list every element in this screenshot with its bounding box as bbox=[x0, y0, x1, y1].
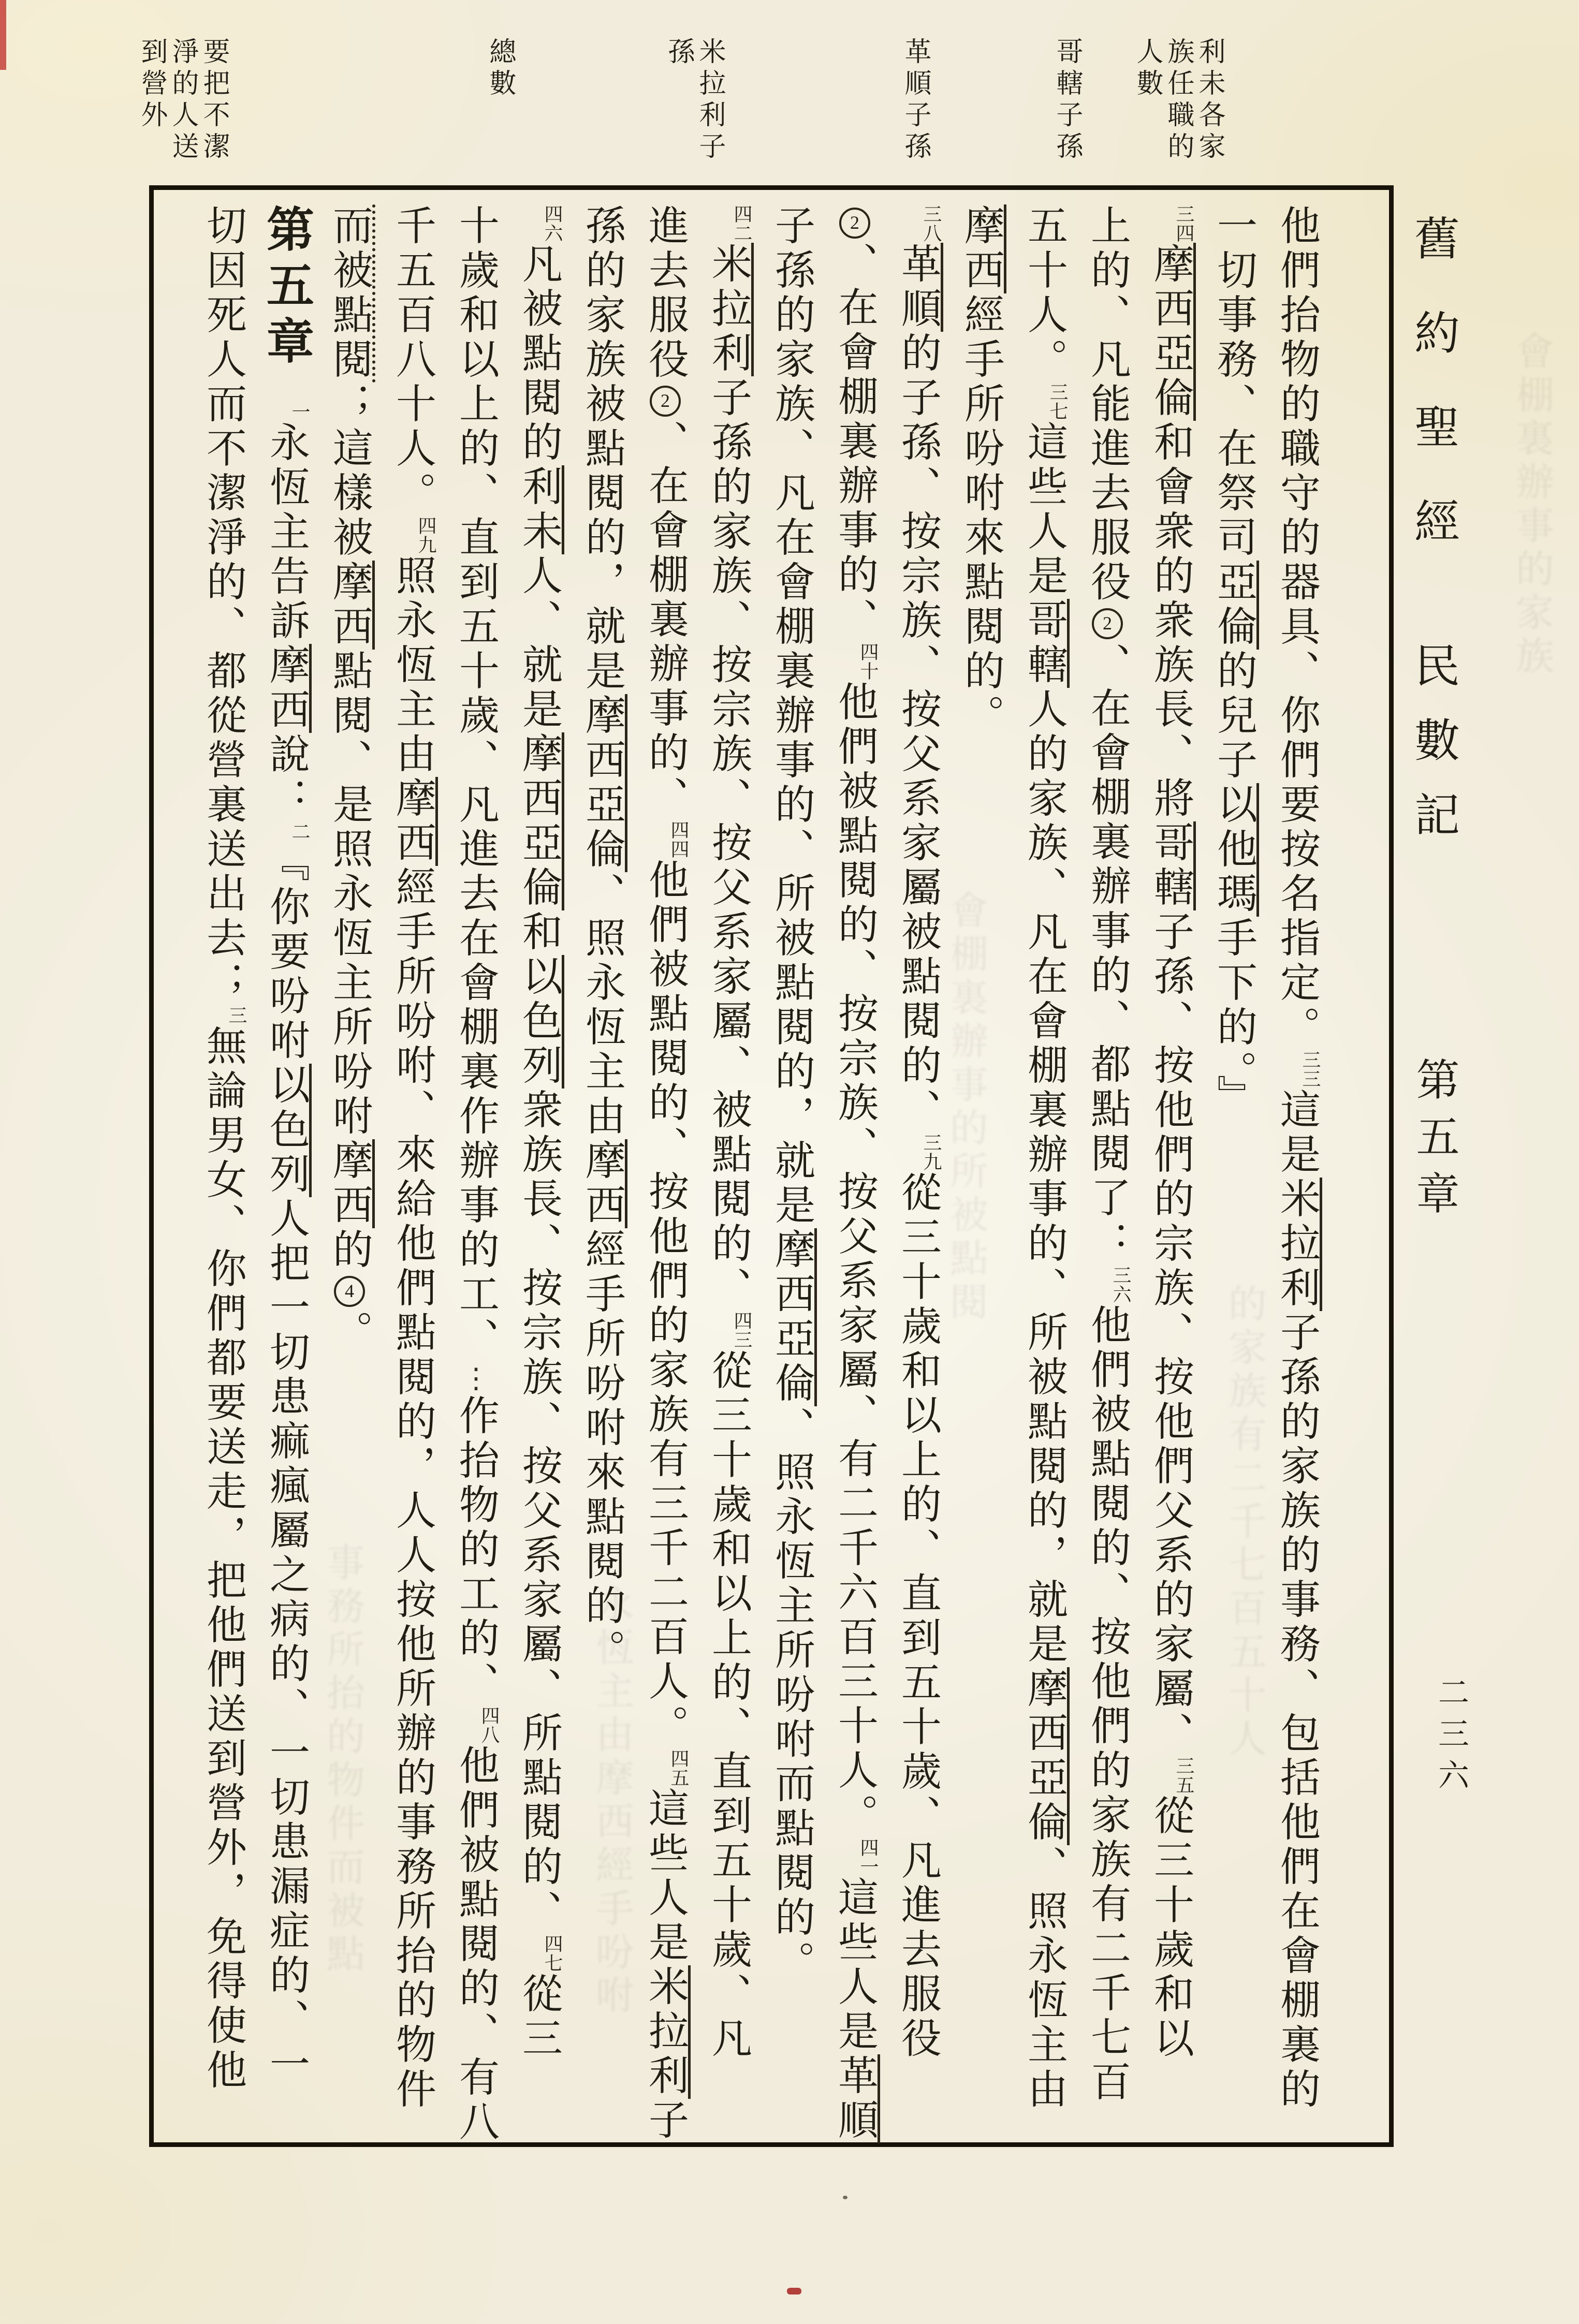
text-run: 他們被點閱的、按他們的家族有二千七百 bbox=[1085, 1304, 1130, 2105]
verse-number: 四四 bbox=[668, 820, 689, 859]
text-run: 這些人是 bbox=[1022, 421, 1067, 599]
text-column bbox=[192, 204, 255, 2145]
verse-number: 四九 bbox=[416, 516, 436, 554]
text-column bbox=[1265, 204, 1328, 2145]
verse-number: 三四 bbox=[1174, 204, 1194, 243]
verse-number: 三三 bbox=[1300, 1050, 1321, 1089]
text-run: 從三十歲和以 bbox=[1148, 1795, 1193, 2062]
proper-name-run: 米拉利 bbox=[706, 243, 754, 376]
proper-name-run: 革順 bbox=[896, 243, 943, 332]
text-run: 衆族長、按宗族、按父系家屬、所點閱的、 bbox=[517, 1089, 562, 1934]
scan-red-mark bbox=[787, 2288, 801, 2294]
proper-name-run: 亞倫 bbox=[580, 783, 627, 872]
proper-name-run: 亞倫 bbox=[1211, 561, 1259, 650]
proper-name-run: 摩西 bbox=[1022, 1667, 1070, 1756]
text-run: 子孫的家族、按宗族、按父系家屬、被點閱的、 bbox=[706, 376, 751, 1311]
text-run: 子孫的家族、凡在會棚裏辦事的、所被點閱的，就是 bbox=[769, 204, 814, 1228]
proper-name-run: 摩西 bbox=[959, 204, 1006, 293]
text-run: 千五百八十人。 bbox=[390, 204, 435, 516]
proper-name-run: 亞倫 bbox=[1022, 1756, 1070, 1845]
text-run: 從三 bbox=[517, 1973, 562, 2062]
proper-name-run: 哥轄 bbox=[1022, 599, 1070, 688]
verse-number: 三 bbox=[226, 1006, 247, 1025]
text-run: 手下的。』 bbox=[1211, 917, 1256, 1119]
chapter-marker: 第五章 bbox=[1410, 1057, 1458, 1228]
spacer bbox=[286, 372, 287, 402]
text-run: 他們被點閱的、按宗族、按父系家屬、有二千六百三十人。 bbox=[832, 681, 878, 1838]
bleed-through-ghost: 事務所抬的物件而被點 bbox=[321, 1542, 363, 1977]
margin-note-line: 要把不潔 bbox=[199, 37, 228, 164]
text-column bbox=[1013, 204, 1076, 2145]
proper-name-run: 亞倫 bbox=[769, 1317, 817, 1406]
verse-number: 四八 bbox=[479, 1706, 500, 1744]
proper-name-run: 摩西 bbox=[580, 1139, 627, 1228]
scan-edge-artifact bbox=[0, 0, 6, 70]
text-column bbox=[1139, 204, 1202, 2145]
text-run: 這些人是 bbox=[643, 1787, 688, 1965]
text-run: 的子孫、按宗族、按父系家屬被點閱的、 bbox=[896, 332, 941, 1133]
text-column bbox=[1076, 204, 1139, 2145]
text-run: 作抬物的工的、 bbox=[454, 1394, 499, 1706]
text-run: 點閱、是照永恆主所吩咐 bbox=[327, 650, 372, 1139]
bleed-through-ghost: 的家族有二千七百五十人 bbox=[1223, 1284, 1265, 1762]
text-run: 、在會棚裏辦事的、都點閱了： bbox=[1085, 642, 1130, 1266]
verse-number: 三六 bbox=[1110, 1266, 1131, 1304]
ellipsis-dots: ⋮ bbox=[460, 1362, 491, 1394]
verse-number: 三七 bbox=[1047, 383, 1068, 421]
text-column bbox=[634, 204, 697, 2145]
proper-name-run: 摩西 bbox=[264, 644, 312, 733]
proper-name-run: 摩西 bbox=[769, 1228, 817, 1317]
proper-name-run: 摩西 bbox=[390, 777, 438, 866]
proper-name-run: 摩西 bbox=[580, 694, 627, 783]
bleed-through-ghost: 會棚裏辦事的所被點閱 bbox=[944, 890, 987, 1325]
text-run: 、照永恆主由 bbox=[580, 872, 625, 1139]
proper-name-run: 米拉利 bbox=[643, 1965, 691, 2099]
text-run: 照永恆主由 bbox=[390, 554, 435, 777]
margin-note-line: 總數 bbox=[485, 37, 515, 100]
proper-name-run: 以色列 bbox=[264, 1064, 312, 1197]
verse-number: 一 bbox=[289, 402, 310, 421]
text-column bbox=[507, 204, 571, 2145]
margin-note-merarites bbox=[663, 37, 725, 164]
text-column bbox=[255, 204, 318, 2145]
text-run: 他們抬物的職守的器具、你們要按名指定。 bbox=[1275, 204, 1320, 1050]
text-run: 說： bbox=[264, 733, 309, 822]
text-run: 進去服役 bbox=[643, 204, 688, 383]
margin-note-line: 革順子孫 bbox=[900, 37, 930, 164]
text-run: 一切事務、在祭司 bbox=[1211, 204, 1256, 561]
margin-note-total bbox=[484, 37, 515, 100]
verse-number: 三八 bbox=[921, 204, 942, 243]
chapter-heading: 第五章 bbox=[260, 204, 313, 372]
proper-name-run: 亞倫 bbox=[517, 821, 564, 910]
verse-number: 四十 bbox=[858, 642, 879, 681]
verse-number: 二 bbox=[289, 822, 310, 841]
emphasized-run: 而被點閱 bbox=[327, 204, 375, 383]
bleed-through-ghost: 永恆主由摩西經手吩咐 bbox=[590, 1584, 633, 2019]
text-run: 永恆主告訴 bbox=[264, 421, 309, 644]
text-run: 人、就是 bbox=[517, 554, 562, 732]
text-run: 子孫、按他們的宗族、按他們父系的家屬、 bbox=[1148, 910, 1193, 1756]
margin-note-line: 族任職的 bbox=[1163, 37, 1193, 164]
text-run: 五十人。 bbox=[1022, 204, 1067, 383]
text-column bbox=[1202, 204, 1265, 2145]
proper-name-run: 摩西 bbox=[327, 1139, 375, 1228]
text-run: 孫的家族被點閱的，就是 bbox=[580, 204, 625, 694]
proper-name-run: 米拉利 bbox=[1275, 1178, 1322, 1311]
text-column bbox=[823, 204, 886, 2145]
bleed-through-ghost: 會棚裏辦事的家族 bbox=[1510, 331, 1553, 679]
footnote-marker: 2 bbox=[650, 386, 681, 417]
text-run: 。 bbox=[327, 1310, 372, 1355]
text-run: 從三十歲和以上的、直到五十歲、凡 bbox=[706, 1349, 751, 2062]
margin-note-send-unclean-out bbox=[136, 37, 229, 164]
text-run: 『你要吩咐 bbox=[264, 841, 309, 1064]
text-run: 子 bbox=[643, 2099, 688, 2143]
text-run: 他們被點閱的、有八 bbox=[454, 1744, 499, 2145]
verse-number: 三九 bbox=[921, 1133, 942, 1171]
margin-note-line: 米拉利子 bbox=[695, 37, 724, 164]
text-run: 這是 bbox=[1275, 1089, 1320, 1178]
text-run: 、照永恆主由 bbox=[1022, 1845, 1067, 2112]
footnote-marker: 4 bbox=[334, 1276, 365, 1307]
page-number: 二三六 bbox=[1434, 1676, 1468, 1800]
text-run: 和會衆的衆族長、將 bbox=[1148, 421, 1193, 821]
margin-note-line: 孫 bbox=[664, 37, 693, 69]
text-run: 人把一切患痲瘋屬之病的、一切患漏症的、一 bbox=[264, 1197, 309, 2087]
margin-note-line: 到營外 bbox=[137, 37, 166, 132]
footnote-marker: 2 bbox=[1092, 608, 1123, 639]
verse-number: 四六 bbox=[542, 204, 563, 243]
text-run: 、在會棚裏辦事的、 bbox=[643, 420, 688, 820]
proper-name-run: 革順 bbox=[832, 2054, 880, 2143]
text-run: 和 bbox=[517, 910, 562, 955]
text-run: ；這樣被 bbox=[327, 383, 372, 561]
margin-note-line: 利未各家 bbox=[1194, 37, 1224, 164]
text-run: 這些人是 bbox=[832, 1876, 878, 2054]
text-run: 十歲和以上的、直到五十歲、凡進去在會棚裏作辦事的工、 bbox=[454, 204, 499, 1362]
text-run: 凡被點閱的 bbox=[517, 243, 562, 465]
proper-name-run: 以他瑪 bbox=[1211, 783, 1259, 917]
proper-name-run: 亞倫 bbox=[1148, 332, 1196, 421]
margin-note-gershonites bbox=[899, 37, 930, 164]
book-name: 民數記 bbox=[1408, 642, 1458, 865]
text-column bbox=[760, 204, 823, 2145]
text-run: 他們被點閱的、按他們的家族有三千二百人。 bbox=[643, 859, 688, 1749]
verse-number: 四七 bbox=[542, 1934, 563, 1973]
verse-number: 四二 bbox=[732, 204, 752, 243]
margin-note-line: 哥轄子孫 bbox=[1052, 37, 1081, 164]
text-run: 、照永恆主所吩咐而點閱的。 bbox=[769, 1406, 814, 1985]
margin-note-kohathites bbox=[1051, 37, 1082, 164]
proper-name-run: 摩西 bbox=[327, 561, 375, 650]
text-column bbox=[381, 204, 444, 2145]
margin-note-line: 淨的人送 bbox=[168, 37, 197, 164]
text-run: 經手所吩咐、來給他們點閱的，人人按他所辦的事務所抬的物件 bbox=[390, 866, 435, 2112]
text-run: 無論男女、你們都要送走，把他們送到營外，免得使他 bbox=[201, 1025, 246, 2093]
footnote-marker: 2 bbox=[839, 208, 870, 239]
proper-name-run: 利未 bbox=[517, 465, 564, 554]
text-run: 人的家族、凡在會棚裏辦事的、所被點閱的，就是 bbox=[1022, 688, 1067, 1667]
margin-note-line: 人數 bbox=[1132, 37, 1162, 100]
proper-name-run: 哥轄 bbox=[1148, 821, 1196, 910]
text-run: 的 bbox=[327, 1228, 372, 1273]
book-title: 舊約聖經 bbox=[1408, 215, 1458, 592]
verse-number: 四三 bbox=[732, 1311, 752, 1349]
verse-number: 四五 bbox=[668, 1749, 689, 1787]
text-column bbox=[697, 204, 760, 2145]
text-run: 從三十歲和以上的、直到五十歲、凡進去服役 bbox=[896, 1171, 941, 2062]
proper-name-run: 摩西 bbox=[517, 732, 564, 821]
text-column bbox=[444, 204, 507, 2145]
verse-number: 四一 bbox=[858, 1838, 879, 1876]
text-run: 切因死人而不潔淨的、都從營裏送出去； bbox=[201, 204, 246, 1006]
proper-name-run: 以色列 bbox=[517, 955, 564, 1089]
text-run: 、在會棚裏辦事的、 bbox=[832, 242, 878, 642]
text-run: 經手所吩咐來點閱的。 bbox=[959, 293, 1004, 739]
margin-note-levite-duty-count bbox=[1131, 37, 1224, 164]
text-run: 上的、凡能進去服役 bbox=[1085, 204, 1130, 605]
text-run: 子孫的家族的事務、包括他們在會棚裏的 bbox=[1275, 1311, 1320, 2112]
ink-speck bbox=[843, 2196, 847, 2199]
proper-name-run: 摩西 bbox=[1148, 243, 1196, 332]
text-run: 經手所吩咐來點閱的。 bbox=[580, 1228, 625, 1673]
verse-number: 三五 bbox=[1174, 1756, 1194, 1795]
text-run: 的兒子 bbox=[1211, 650, 1256, 783]
